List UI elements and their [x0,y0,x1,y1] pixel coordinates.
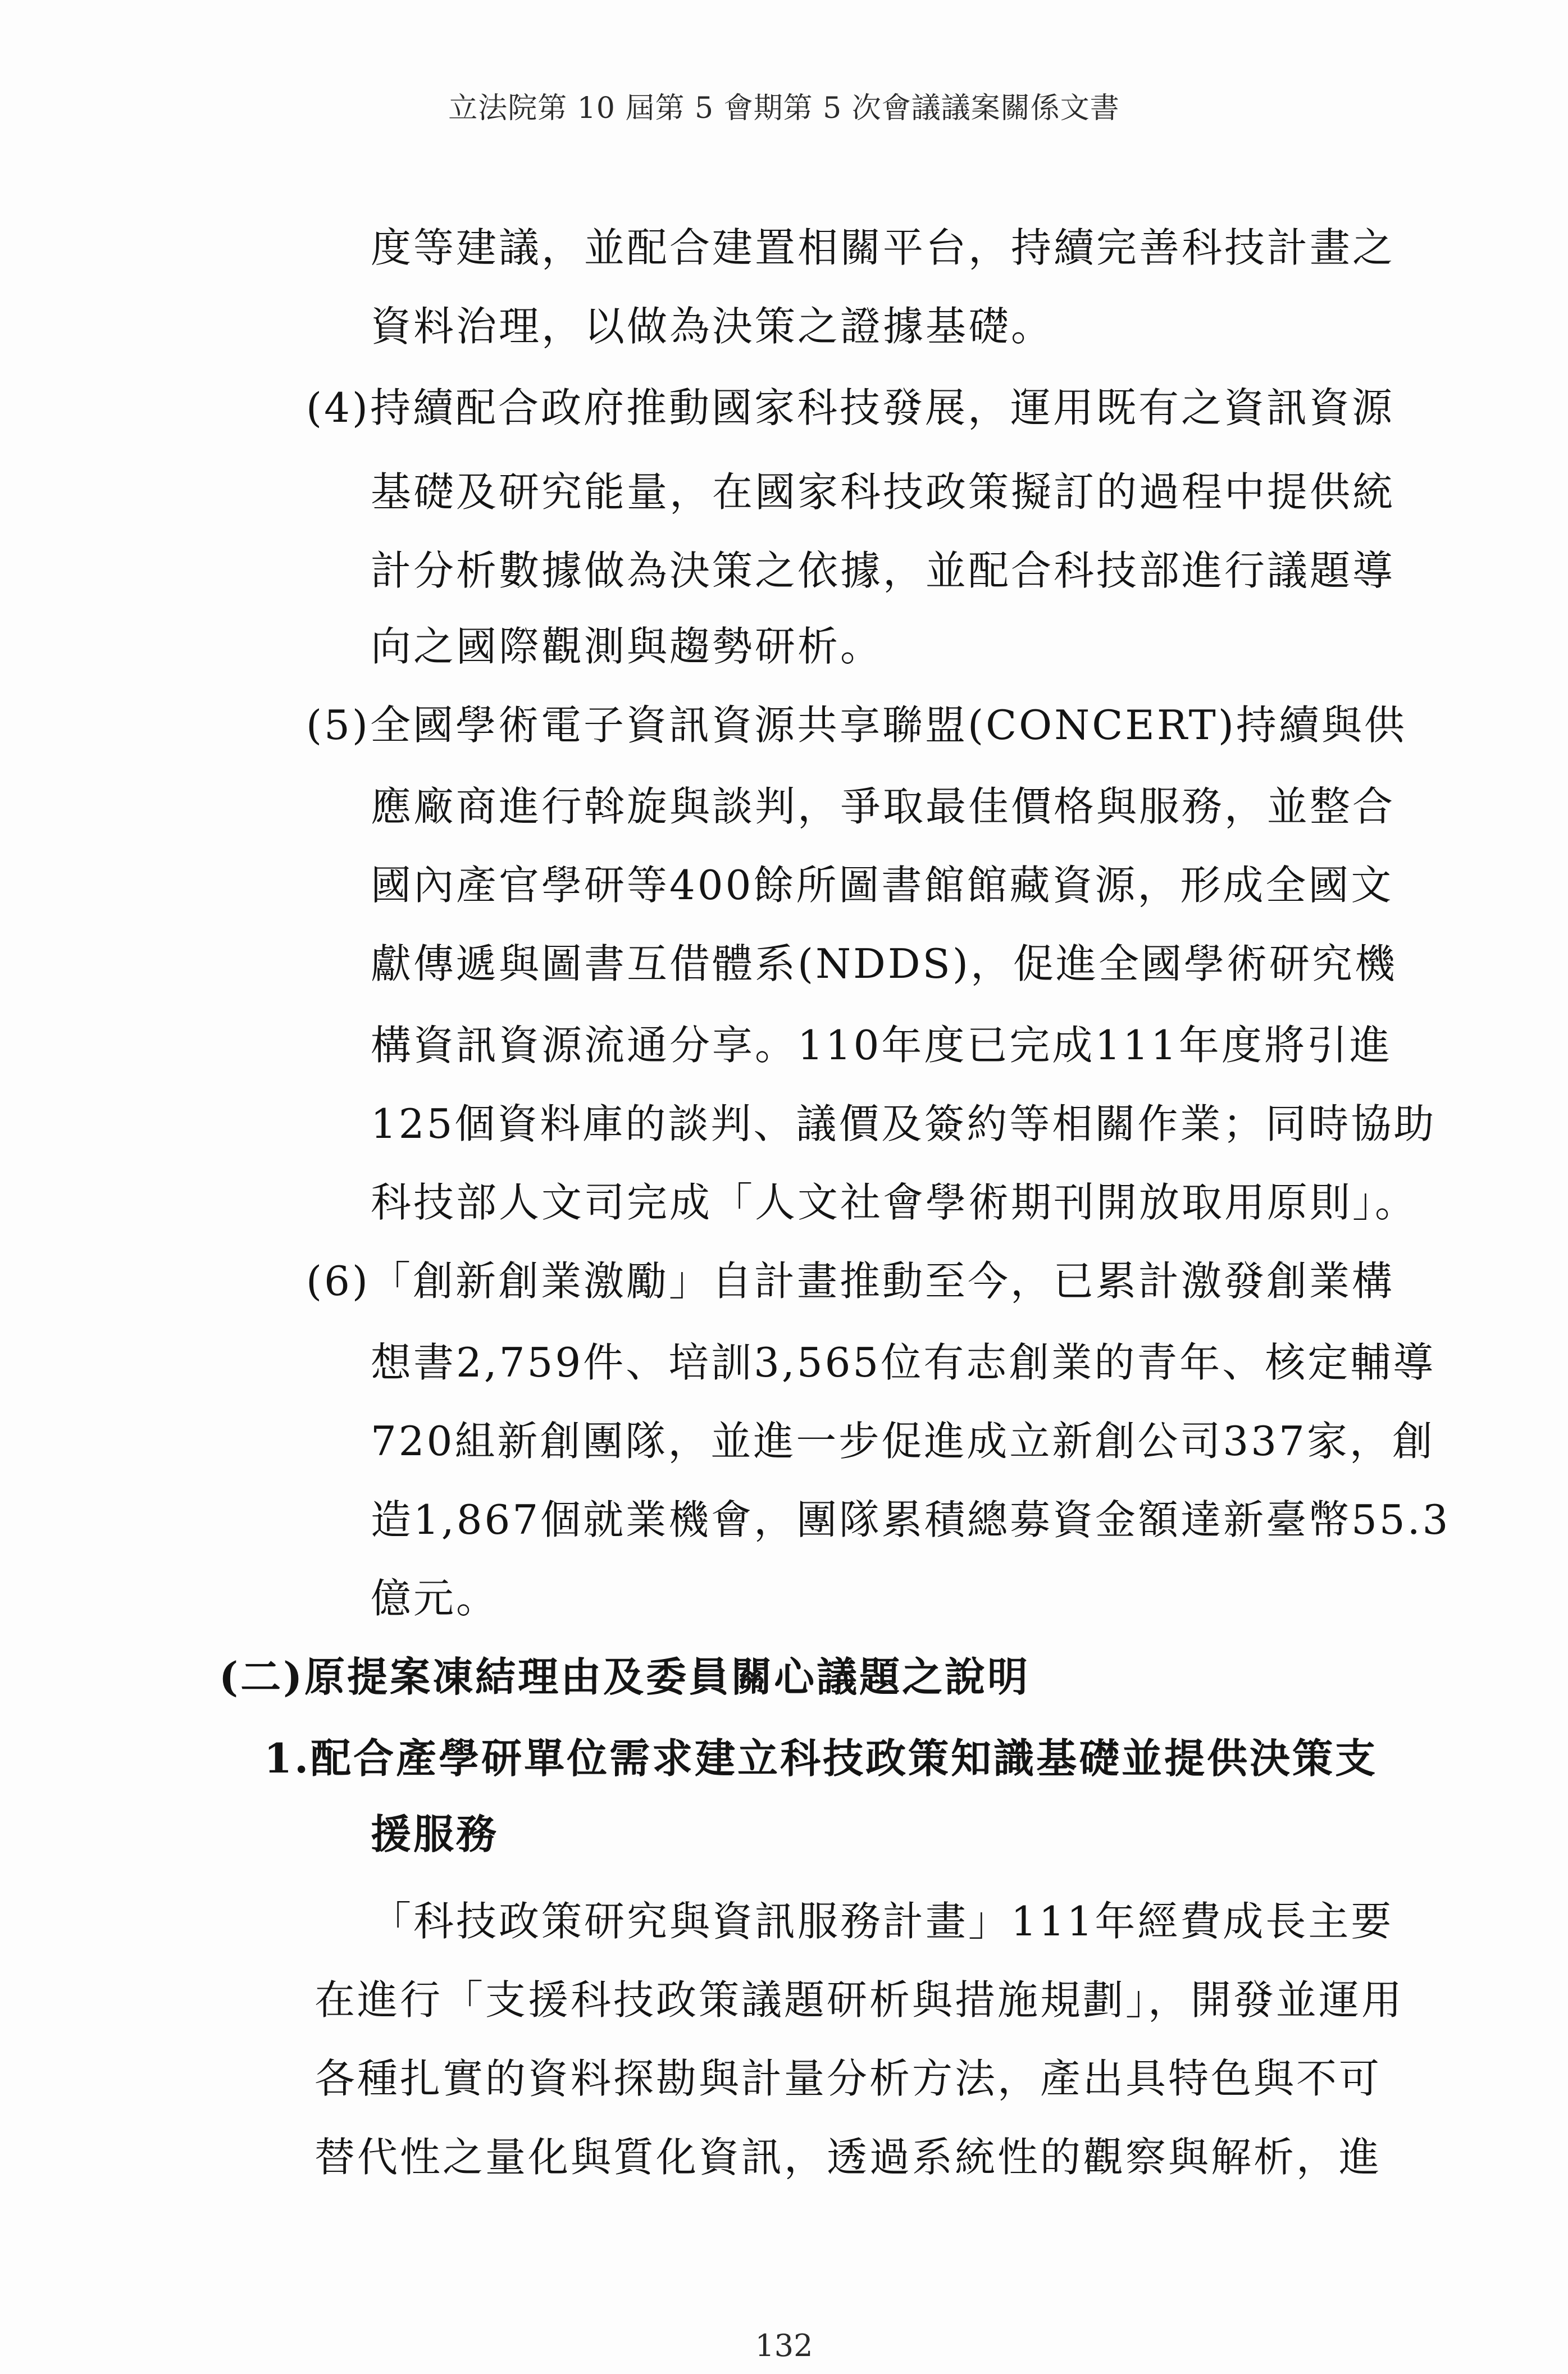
paragraph-line: 「科技政策研究與資訊服務計畫」111年經費成長主要 [371,1898,1394,1945]
document-header: 立法院第 10 屆第 5 會期第 5 次會議議案關係文書 [448,92,1120,125]
subsection-heading: 1.配合產學研單位需求建立科技政策知識基礎並提供決策支 [264,1734,1378,1782]
list-item-6-line: (6)「創新創業激勵」自計畫推動至今，已累計激發創業構 [306,1257,1394,1305]
list-item-5-line: (5)全國學術電子資訊資源共享聯盟(CONCERT)持續與供 [306,701,1407,749]
paragraph-line: 各種扎實的資料探勘與計量分析方法，產出具特色與不可 [314,2055,1382,2102]
paragraph-line: 億元。 [371,1575,499,1622]
page-number: 132 [755,2328,813,2363]
paragraph-line: 獻傳遞與圖書互借體系(NDDS)，促進全國學術研究機 [371,940,1397,987]
paragraph-line: 向之國際觀測與趨勢研析。 [371,623,883,670]
paragraph-line: 基礎及研究能量，在國家科技政策擬訂的過程中提供統 [371,468,1396,516]
paragraph-line: 125個資料庫的談判、議價及簽約等相關作業；同時協助 [371,1100,1437,1147]
paragraph-line: 計分析數據做為決策之依據，並配合科技部進行議題導 [371,547,1396,594]
paragraph-line: 應廠商進行斡旋與談判，爭取最佳價格與服務，並整合 [371,783,1396,830]
paragraph-line: 構資訊資源流通分享。110年度已完成111年度將引進 [371,1022,1392,1069]
paragraph-line: 資料治理，以做為決策之證據基礎。 [371,303,1054,350]
paragraph-line: 造1,867個就業機會，團隊累積總募資金額達新臺幣55.3 [371,1496,1451,1543]
paragraph-line: 科技部人文司完成「人文社會學術期刊開放取用原則」。 [371,1179,1418,1226]
paragraph-line: 想書2,759件、培訓3,565位有志創業的青年、核定輔導 [371,1339,1436,1386]
list-item-4-line: (4)持續配合政府推動國家科技發展，運用既有之資訊資源 [306,384,1394,431]
paragraph-line: 國內產官學研等400餘所圖書館館藏資源，形成全國文 [371,862,1394,909]
paragraph-line: 替代性之量化與質化資訊，透過系統性的觀察與解析，進 [314,2134,1382,2181]
section-heading: (二)原提案凍結理由及委員關心議題之說明 [219,1653,1031,1701]
paragraph-line: 度等建議，並配合建置相關平台，持續完善科技計畫之 [371,224,1396,271]
subsection-heading: 援服務 [371,1810,499,1858]
paragraph-line: 在進行「支援科技政策議題研析與措施規劃」，開發並運用 [314,1976,1405,2024]
paragraph-line: 720組新創團隊，並進一步促進成立新創公司337家，創 [371,1418,1435,1465]
